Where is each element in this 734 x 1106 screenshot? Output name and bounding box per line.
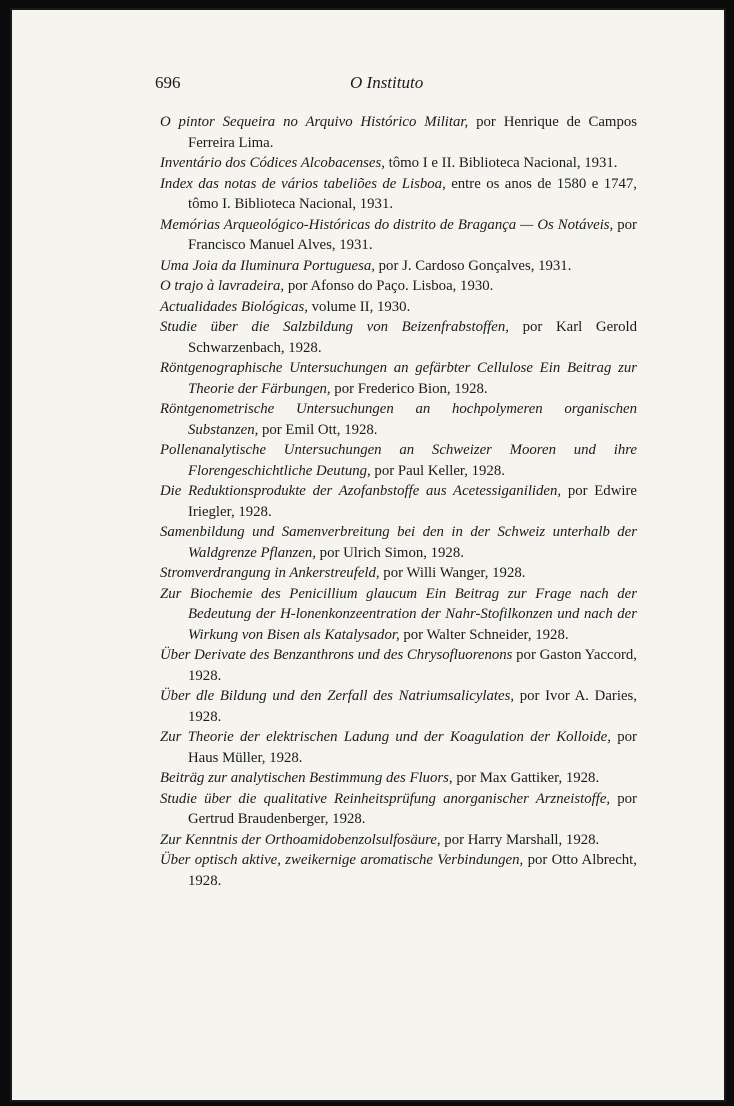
bibliography-entry (160, 830, 637, 851)
bibliography-entry (160, 256, 637, 277)
bibliography-entry (160, 399, 637, 440)
entry-title: O pintor Sequeira no Arquivo Histórico Militar, (160, 114, 469, 130)
journal-title: O Instituto (350, 73, 424, 92)
entry-title: Memórias Arqueológico-Históricas do distrito de Bragança — Os Notáveis, (160, 216, 614, 233)
entry-title: Zur Biochemie des Penicillium glaucum Ein Beitrag zur Frage nach der Bedeutung der H-lonenkonzeentration der Nahr-Stofilkonzen und nach der Wirkung von Bisen als Katalysador, (160, 585, 637, 643)
entry-details: por Paul Keller, 1928. (370, 462, 505, 479)
entry-details: por Frederico Bion, 1928. (330, 380, 488, 397)
entry-details: por Walter Schneider, 1928. (399, 626, 569, 643)
bibliography-entry (160, 522, 637, 563)
entry-details: por Haus Müller, 1928. (188, 729, 637, 766)
bibliography-entry (160, 174, 637, 215)
entry-title: Über dle Bildung und den Zerfall des Natriumsalicylates, (160, 688, 515, 704)
entry-details: por Afonso do Paço. Lisboa, 1930. (284, 278, 494, 294)
entry-title: Stromverdrangung in Ankerstreufeld, (160, 565, 380, 581)
bibliography-entry (160, 215, 637, 256)
entry-details: por Karl Gerold Schwarzenbach, 1928. (188, 319, 637, 356)
bibliography-entry (160, 276, 637, 297)
entry-title: Index das notas de vários tabeliões de Lisboa, (160, 175, 446, 192)
entry-title: Samenbildung und Samenverbreitung bei den in der Schweiz unterhalb der Waldgrenze Pflanzen, (160, 524, 637, 561)
entry-details: por Harry Marshall, 1928. (440, 831, 600, 848)
entry-details: por Francisco Manuel Alves, 1931. (188, 216, 637, 253)
bibliography-entry (160, 768, 637, 789)
entry-title: Röntgenometrische Untersuchungen an hochpolymeren organischen Substanzen, (160, 401, 637, 438)
entry-title: O trajo à lavradeira, (160, 278, 285, 294)
entry-title: Uma Joia da Iluminura Portuguesa, (160, 257, 375, 274)
bibliography-entry (160, 297, 637, 318)
entry-details: por J. Cardoso Gonçalves, 1931. (374, 257, 572, 274)
bibliography-entry (160, 645, 637, 686)
entry-details: por Henrique de Campos Ferreira Lima. (188, 114, 637, 151)
bibliography-list (160, 112, 637, 891)
scanned-page (10, 8, 726, 1102)
bibliography-entry (160, 789, 637, 830)
bibliography-entry (160, 317, 637, 358)
entry-details: entre os anos de 1580 e 1747, tômo I. Biblioteca Nacional, 1931. (188, 175, 638, 212)
entry-title: Zur Theorie der elektrischen Ladung und der Koagulation der Kolloide, (160, 729, 611, 745)
entry-details: por Edwire Iriegler, 1928. (188, 483, 637, 520)
entry-details: por Gaston Yaccord, 1928. (188, 647, 637, 684)
bibliography-entry (160, 481, 637, 522)
bibliography-entry (160, 727, 637, 768)
running-header (155, 73, 625, 99)
bibliography-entry (160, 850, 637, 891)
entry-details: por Gertrud Braudenberger, 1928. (188, 790, 637, 827)
entry-title: Pollenanalytische Untersuchungen an Schweizer Mooren und ihre Florengeschichtliche Deutung, (160, 442, 637, 479)
entry-title: Inventário dos Códices Alcobacenses, (160, 155, 385, 171)
bibliography-entry (160, 686, 637, 727)
entry-title: Beiträg zur analytischen Bestimmung des Fluors, (160, 770, 453, 786)
bibliography-entry (160, 584, 637, 646)
entry-details: por Ulrich Simon, 1928. (315, 544, 464, 561)
entry-title: Über Derivate des Benzanthrons und des Chrysofluorenons (160, 647, 513, 663)
bibliography-entry (160, 563, 637, 584)
entry-title: Die Reduktionsprodukte der Azofanbstoffe aus Acetessiganiliden, (160, 483, 562, 499)
entry-title: Zur Kenntnis der Orthoamidobenzolsulfosäure, (160, 831, 441, 848)
entry-title: Actualidades Biológicas, (160, 298, 308, 315)
page-number: 696 (155, 73, 181, 92)
entry-details: por Willi Wanger, 1928. (379, 565, 526, 581)
bibliography-entry (160, 112, 637, 153)
entry-title: Studie über die Salzbildung von Beizenfrabstoffen, (160, 319, 509, 335)
bibliography-entry (160, 358, 637, 399)
entry-title: Über optisch aktive, zweikernige aromatische Verbindungen, (160, 852, 524, 868)
entry-details: por Otto Albrecht, 1928. (188, 852, 637, 889)
entry-details: tômo I e II. Biblioteca Nacional, 1931. (384, 155, 618, 171)
entry-details: por Emil Ott, 1928. (258, 421, 378, 438)
entry-details: por Max Gattiker, 1928. (452, 770, 600, 786)
entry-title: Röntgenographische Untersuchungen an gefärbter Cellulose Ein Beitrag zur Theorie der Färbungen, (160, 360, 637, 397)
bibliography-entry (160, 153, 637, 174)
entry-details: volume II, 1930. (307, 298, 411, 315)
entry-title: Studie über die qualitative Reinheitsprüfung anorganischer Arzneistoffe, (160, 790, 611, 807)
entry-details: por Ivor A. Daries, 1928. (188, 688, 637, 725)
bibliography-entry (160, 440, 637, 481)
